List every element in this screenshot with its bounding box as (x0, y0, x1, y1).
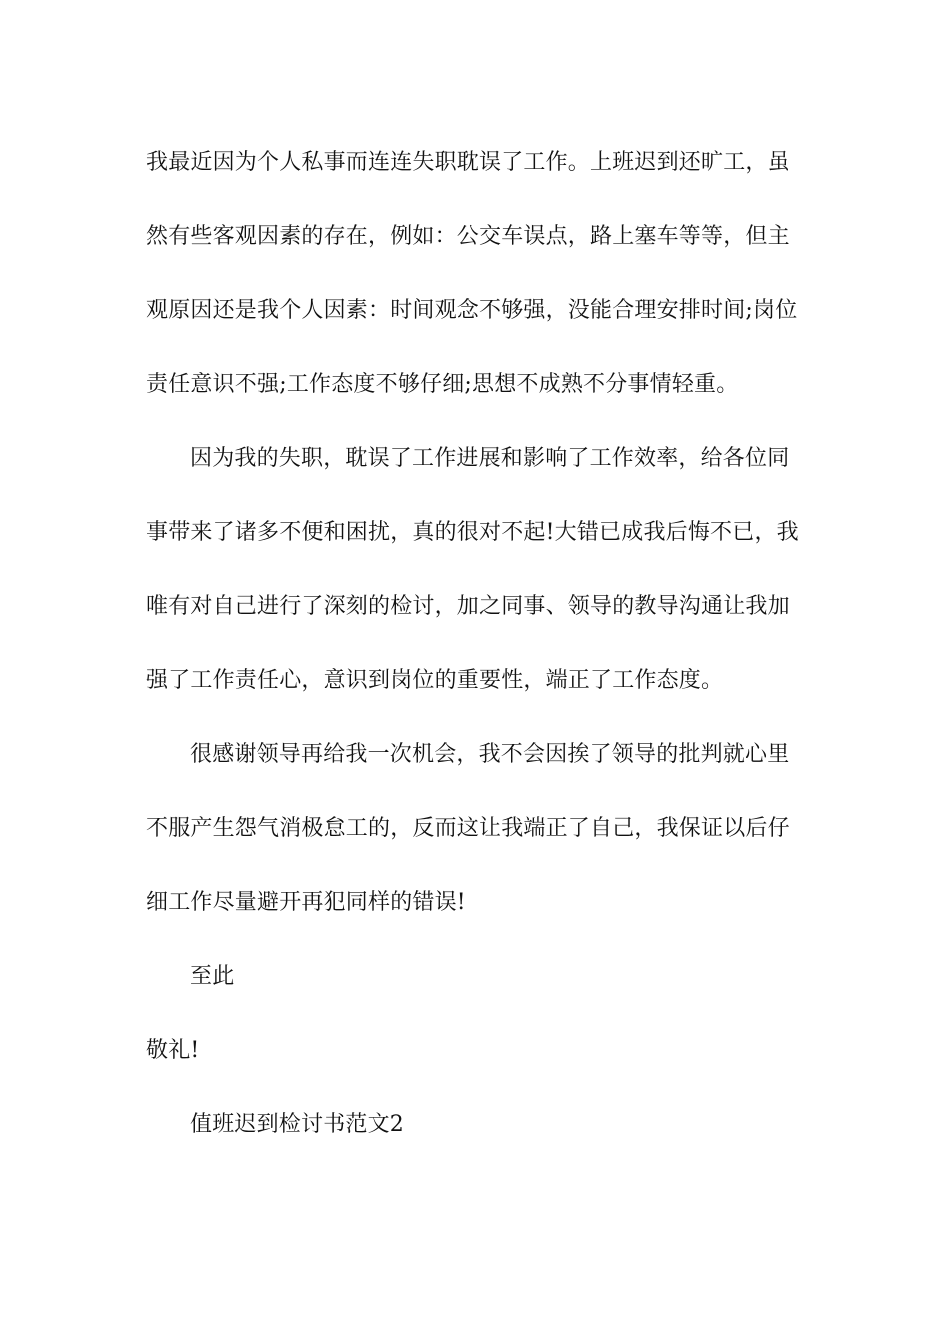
text-line: 值班迟到检讨书范文2 (190, 1112, 404, 1137)
closing-line (146, 940, 808, 1014)
section-title (146, 1088, 808, 1162)
text-line: 至此 (190, 964, 235, 989)
paragraph-2 (146, 422, 808, 718)
text-line: 因为我的失职，耽误了工作进展和影响了工作效率，给各位同 (190, 446, 790, 471)
text-line: 敬礼! (146, 1038, 200, 1063)
text-line: 很感谢领导再给我一次机会，我不会因挨了领导的批判就心里 (190, 742, 790, 767)
text-line: 责任意识不强;工作态度不够仔细;思想不成熟不分事情轻重。 (146, 372, 739, 397)
text-line: 细工作尽量避开再犯同样的错误! (146, 890, 466, 915)
salutation (146, 1014, 808, 1088)
text-line: 事带来了诸多不便和困扰，真的很对不起!大错已成我后悔不已，我 (146, 520, 799, 545)
paragraph-3 (146, 718, 808, 940)
text-line: 我最近因为个人私事而连连失职耽误了工作。上班迟到还旷工，虽 (146, 150, 790, 175)
text-line: 强了工作责任心，意识到岗位的重要性，端正了工作态度。 (146, 668, 724, 693)
text-line: 不服产生怨气消极怠工的，反而这让我端正了自己，我保证以后仔 (146, 816, 790, 841)
paragraph-1 (146, 126, 808, 422)
text-line: 唯有对自己进行了深刻的检讨，加之同事、领导的教导沟通让我加 (146, 594, 790, 619)
document-body (146, 126, 808, 1162)
text-line: 然有些客观因素的存在，例如：公交车误点，路上塞车等等，但主 (146, 224, 790, 249)
text-line: 观原因还是我个人因素：时间观念不够强，没能合理安排时间;岗位 (146, 298, 798, 323)
